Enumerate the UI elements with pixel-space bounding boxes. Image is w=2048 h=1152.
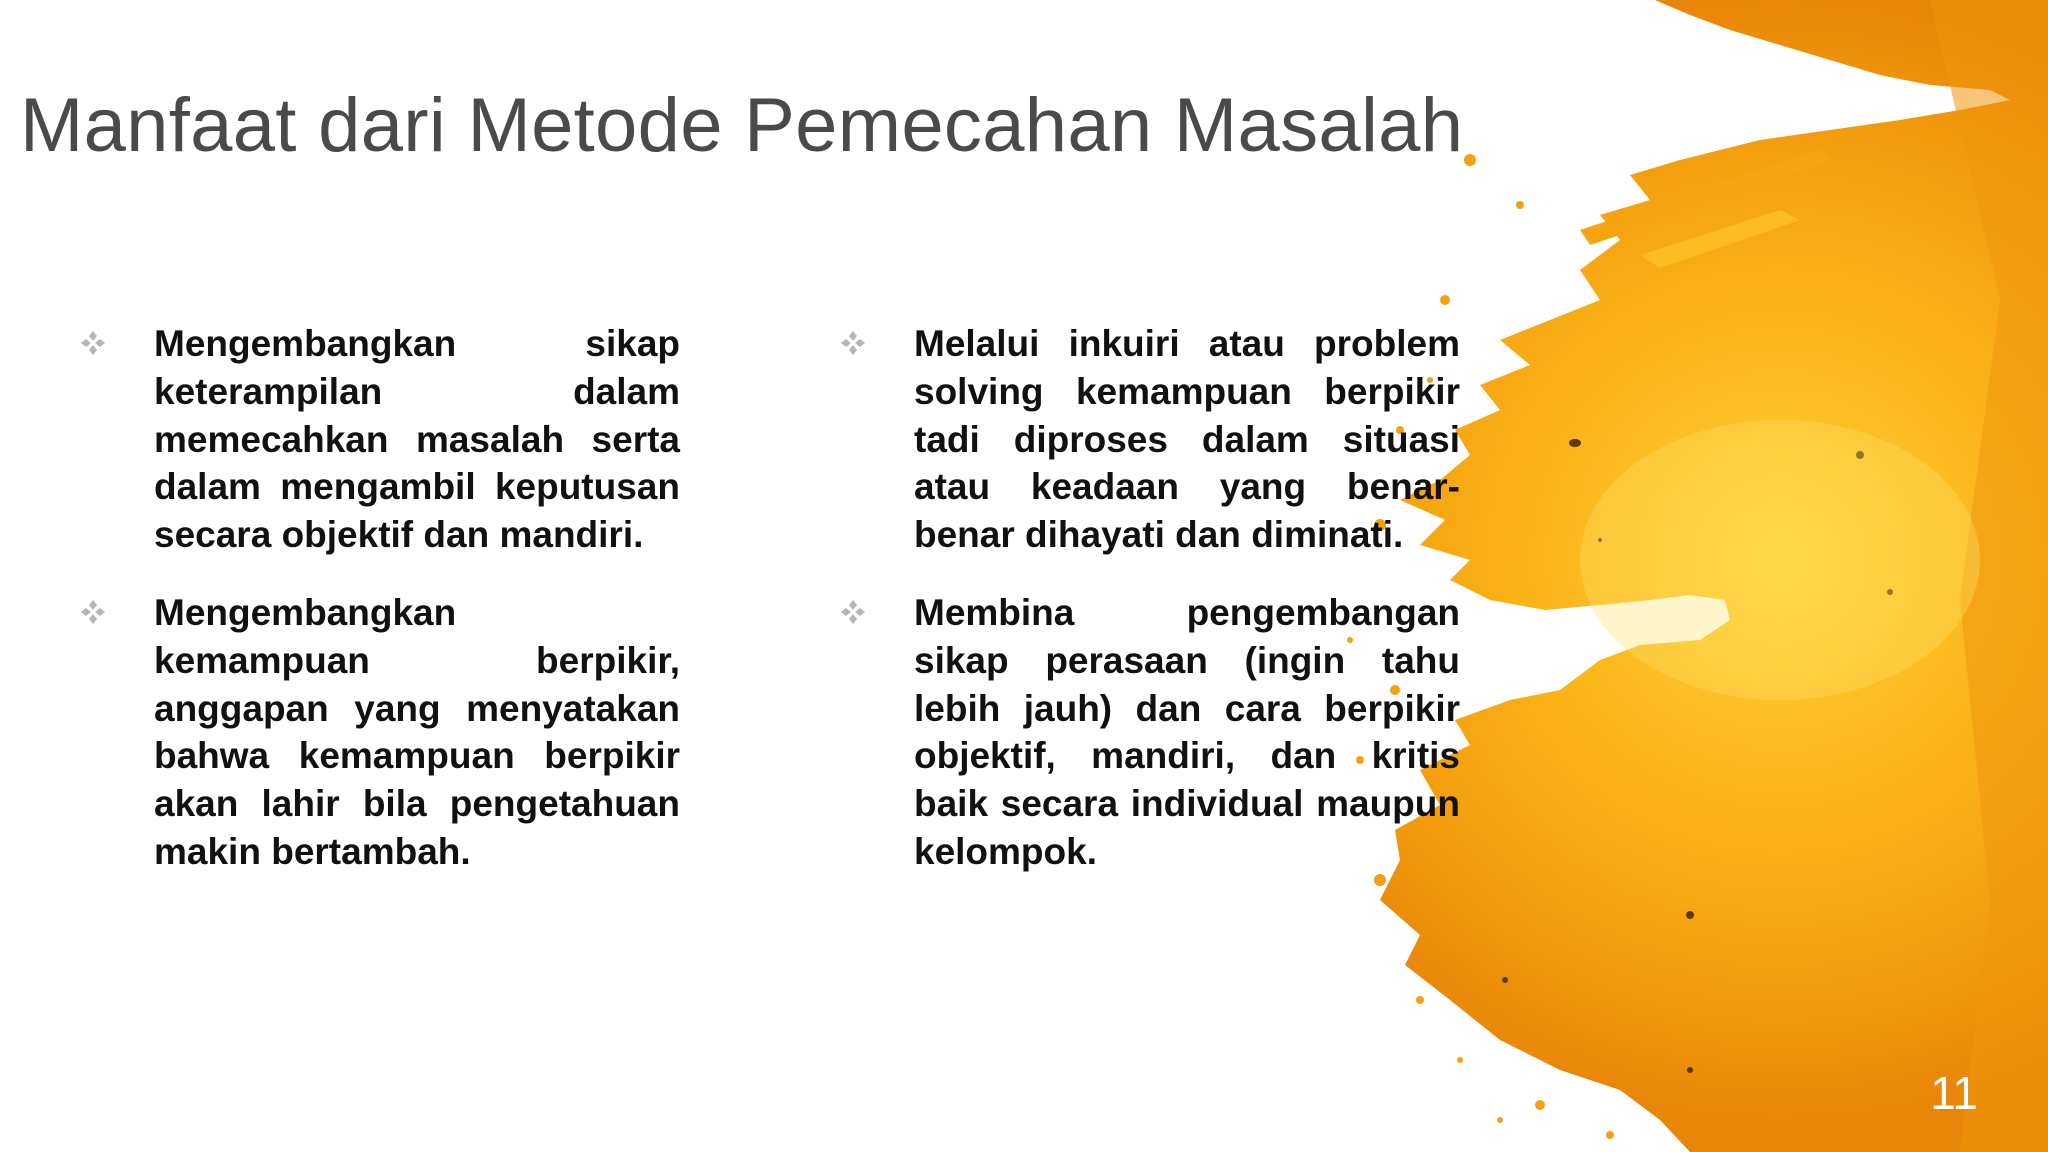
slide-title: Manfaat dari Metode Pemecahan Masalah: [20, 83, 1464, 168]
bullet-item: [840, 320, 1460, 559]
four-diamond-bullet-icon: [840, 599, 866, 625]
four-diamond-bullet-icon: [80, 330, 106, 356]
bullet-text: Mengembangkan sikap keterampilan dalam memecahkan masalah serta dalam mengambil keputusan secara objektif dan mandiri.: [154, 323, 680, 556]
bullet-text: Mengembangkan kemampuan berpikir, anggapan yang menyatakan bahwa kemampuan berpikir akan lahir bila pengetahuan makin bertambah.: [154, 591, 680, 872]
bullet-text: Melalui inkuiri atau problem solving kemampuan berpikir tadi diproses dalam situasi atau keadaan yang benar-benar dihayati dan diminati.: [914, 323, 1460, 556]
bullet-item: [840, 589, 1460, 876]
four-diamond-bullet-icon: [840, 330, 866, 356]
bullet-text: Membina pengembangan sikap perasaan (ingin tahu lebih jauh) dan cara berpikir objektif, mandiri, dan kritis baik secara individual maupun kelompok.: [914, 591, 1460, 872]
left-bullet-column: [80, 320, 680, 906]
right-bullet-column: [840, 320, 1460, 906]
four-diamond-bullet-icon: [80, 599, 106, 625]
page-number: 11: [1930, 1067, 1978, 1119]
bullet-item: [80, 589, 680, 876]
bullet-item: [80, 320, 680, 559]
